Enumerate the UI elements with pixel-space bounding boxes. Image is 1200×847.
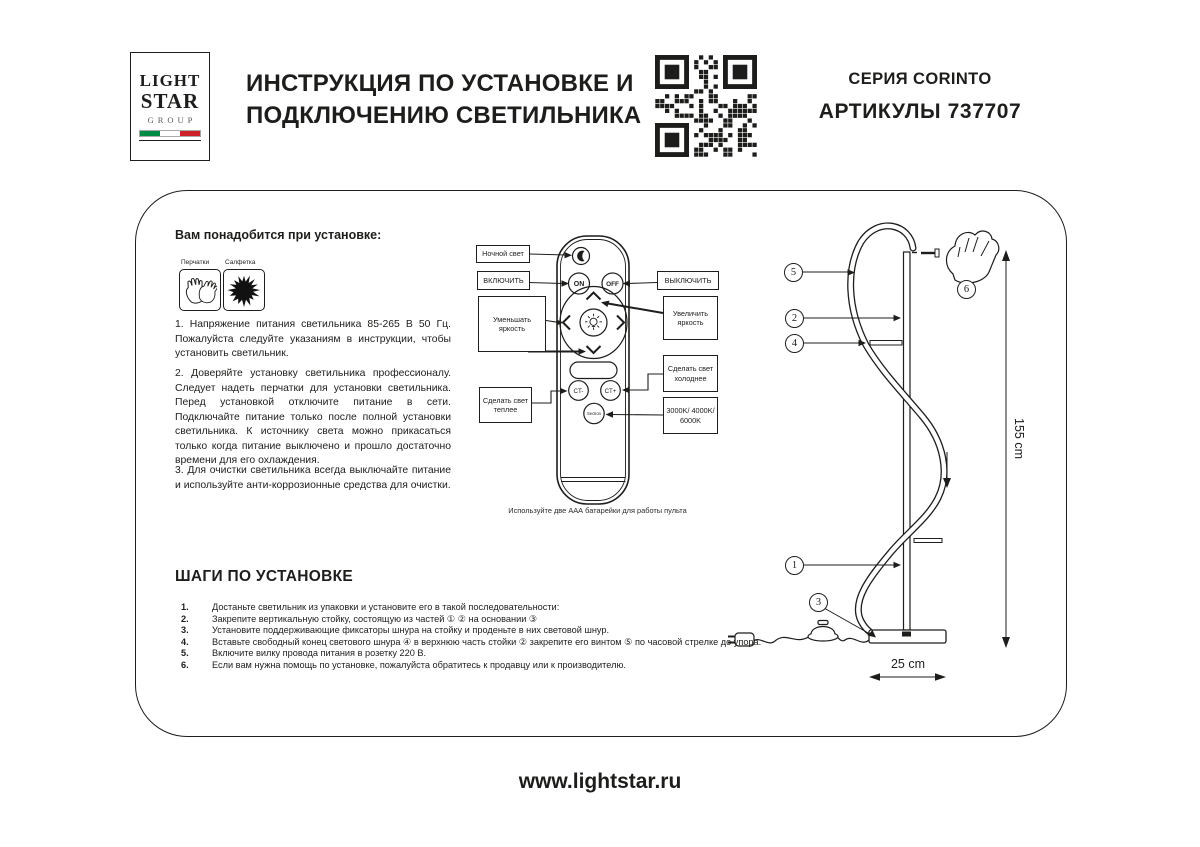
- step-item: [181, 614, 537, 625]
- callout-2: 2: [785, 309, 804, 328]
- label-warmer-light: Сделать свет теплее: [479, 387, 532, 423]
- note-1: 1. Напряжение питания светильника 85-265 В 50 Гц. Пожалуйста следуйте указаниям в инструкции, чтобы установить светильник.: [175, 319, 451, 360]
- step-number: 1.: [181, 602, 189, 612]
- callout-4: 4: [785, 334, 804, 353]
- ct-minus-label: CT-: [573, 387, 584, 395]
- step-number: 4.: [181, 636, 189, 647]
- step-item: [181, 648, 426, 659]
- napkin-icon: [226, 272, 262, 308]
- logo-text-light: LIGHT: [139, 71, 201, 91]
- step-text: Если вам нужна помощь по установке, пожалуйста обратитесь к продавцу или к производителю.: [212, 659, 626, 670]
- napkin-label: Салфетка: [225, 259, 256, 266]
- label-turn-off: ВЫКЛЮЧИТЬ: [657, 271, 719, 290]
- callout-1: 1: [785, 556, 804, 575]
- callout-3: 3: [809, 593, 828, 612]
- step-text: Достаньте светильник из упаковки и установите его в такой последовательности:: [212, 602, 560, 612]
- cord-clip: [914, 539, 942, 543]
- step-text: Установите поддерживающие фиксаторы шнура на стойку и проденьте в них световой шнур.: [212, 625, 610, 635]
- callout-6: 6: [957, 280, 976, 299]
- gloves-box: [179, 269, 221, 311]
- note-3: 3. Для очистки светильника всегда выключайте питание и используйте анти-коррозионные средства для очистки.: [175, 465, 451, 491]
- pole-socket: [902, 632, 911, 637]
- napkin-box: [223, 269, 265, 311]
- title-line-1: ИНСТРУКЦИЯ ПО УСТАНОВКЕ И: [246, 70, 634, 97]
- series-label: СЕРИЯ CORINTO: [848, 70, 992, 88]
- logo-text-group: GROUP: [147, 114, 197, 125]
- steps-title: ШАГИ ПО УСТАНОВКЕ: [175, 568, 353, 585]
- step-number: 2.: [181, 613, 189, 624]
- gloves-label: Перчатки: [181, 259, 210, 266]
- label-color-temperatures: 3000K/ 4000K/ 6000K: [663, 397, 718, 434]
- step-number: 3.: [181, 625, 189, 635]
- needs-title: Вам понадобится при установке:: [175, 228, 382, 242]
- remote-control: [557, 236, 629, 504]
- step-item: [181, 660, 626, 671]
- step-item: [181, 637, 761, 648]
- on-button-label: ON: [573, 281, 585, 288]
- height-dimension-label: 155 cm: [1012, 418, 1026, 459]
- step-text: Включите вилку провода питания в розетку 220 В.: [212, 648, 427, 658]
- step-text: Вставьте свободный конец светового шнура ④ в верхнюю часть стойки ② закрепите его винтом ⑤ по часовой стрелке до упора.: [212, 636, 762, 647]
- label-colder-light: Сделать свет холоднее: [663, 355, 718, 392]
- step-item: [181, 602, 559, 613]
- cord-clip: [870, 341, 902, 346]
- step-number: 6.: [181, 659, 189, 670]
- width-dimension-label: 25 cm: [890, 657, 926, 671]
- step-item: [181, 625, 609, 636]
- callout-leaders: [801, 272, 895, 634]
- note-2: 2. Доверяйте установку светильника профессионалу. Следует надеть перчатки для установки светильника. Перед установкой отключите питание в сети. Подключайте питание только после полной установки светильника. К источнику света можно прикасаться только когда питание выключено и прошло достаточно времени для его охлаждения.: [175, 368, 451, 467]
- article-number: АРТИКУЛЫ 737707: [818, 100, 1022, 123]
- label-night-light: Ночной свет: [476, 245, 530, 263]
- step-number: 5.: [181, 648, 189, 658]
- label-increase-brightness: Увеличить яркость: [663, 296, 718, 340]
- off-button-label: OFF: [606, 281, 619, 288]
- gloves-icon: [183, 273, 217, 307]
- label-turn-on: ВКЛЮЧИТЬ: [477, 271, 530, 290]
- dimension-lines: [869, 250, 1010, 681]
- label-decrease-brightness: Уменьшать яркость: [478, 296, 546, 352]
- lamp-pole: [904, 252, 911, 630]
- battery-note: Используйте две ААА батарейки для работы пульта: [508, 506, 687, 515]
- light-cord: [851, 226, 944, 640]
- logo-text-star: STAR: [140, 88, 200, 113]
- step-text: Закрепите вертикальную стойку, состоящую из частей ① ② на основании ③: [212, 613, 538, 624]
- hand-icon: [912, 231, 999, 283]
- ct-plus-label: CT+: [604, 387, 617, 395]
- section-button-label: Section: [587, 411, 601, 417]
- website-url: www.lightstar.ru: [518, 770, 682, 793]
- title-line-2: ПОДКЛЮЧЕНИЮ СВЕТИЛЬНИКА: [246, 101, 642, 129]
- callout-5: 5: [784, 263, 803, 282]
